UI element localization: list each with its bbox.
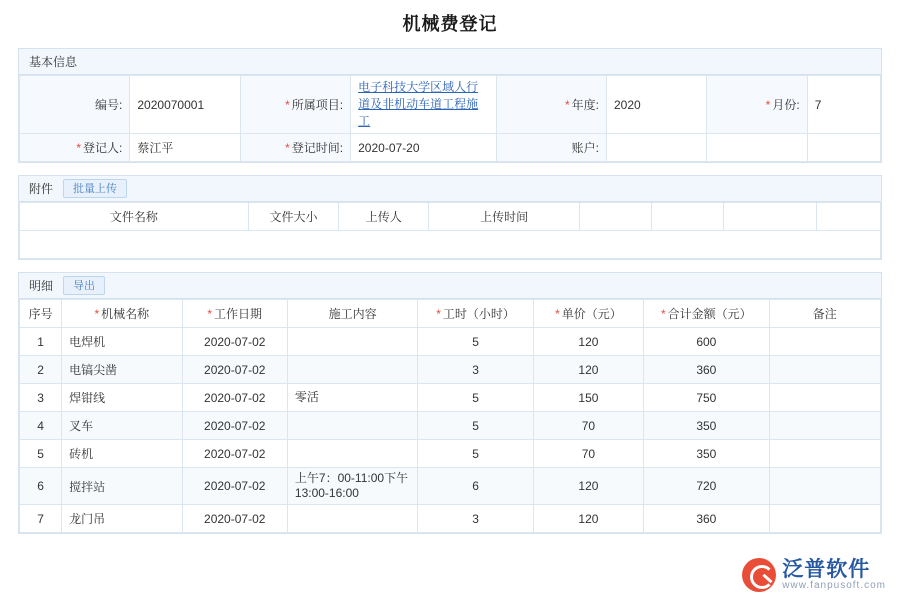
attachment-panel xyxy=(18,175,882,260)
account-label: 账户: xyxy=(496,134,606,162)
cell-remark[interactable] xyxy=(769,328,880,356)
cell-remark[interactable] xyxy=(769,412,880,440)
cell-hours[interactable]: 3 xyxy=(418,356,533,384)
table-row[interactable] xyxy=(20,505,881,533)
cell-machine[interactable]: 焊钳线 xyxy=(62,384,182,412)
attachment-header-row xyxy=(20,203,881,231)
required-mark: * xyxy=(660,307,666,321)
cell-amount[interactable]: 750 xyxy=(644,384,769,412)
cell-hours[interactable]: 5 xyxy=(418,328,533,356)
cell-content[interactable]: 零活 xyxy=(287,384,417,412)
cell-amount[interactable]: 360 xyxy=(644,505,769,533)
cell-amount[interactable]: 360 xyxy=(644,356,769,384)
cell-date[interactable]: 2020-07-02 xyxy=(182,356,287,384)
month-label: * 月份: xyxy=(707,76,807,134)
detail-col-no: 序号 xyxy=(20,300,62,328)
table-row[interactable] xyxy=(20,384,881,412)
cell-amount[interactable]: 350 xyxy=(644,412,769,440)
attachment-col-8 xyxy=(816,203,880,231)
basic-info-panel xyxy=(18,48,882,163)
cell-machine[interactable]: 砖机 xyxy=(62,440,182,468)
attachment-col-filename: 文件名称 xyxy=(20,203,249,231)
regtime-label: * 登记时间: xyxy=(240,134,350,162)
cell-date[interactable]: 2020-07-02 xyxy=(182,384,287,412)
cell-price[interactable]: 120 xyxy=(533,356,643,384)
batch-upload-button[interactable]: 批量上传 xyxy=(63,179,127,198)
registrant-label: * 登记人: xyxy=(20,134,130,162)
fanpu-logo-icon xyxy=(742,558,776,592)
detail-col-amount: * 合计金额（元） xyxy=(644,300,769,328)
regtime-value[interactable]: 2020-07-20 xyxy=(351,134,497,162)
cell-price[interactable]: 70 xyxy=(533,412,643,440)
page-title: 机械费登记 xyxy=(402,14,498,34)
attachment-col-filesize: 文件大小 xyxy=(248,203,338,231)
basic-info-table xyxy=(19,75,881,162)
cell-no: 6 xyxy=(20,468,62,505)
detail-title: 明细 xyxy=(29,278,54,293)
table-row[interactable] xyxy=(20,356,881,384)
required-mark: * xyxy=(207,307,213,321)
detail-header xyxy=(19,273,881,299)
cell-content[interactable] xyxy=(287,412,417,440)
detail-col-content: 施工内容 xyxy=(287,300,417,328)
required-mark: * xyxy=(94,307,100,321)
vendor-watermark xyxy=(742,558,886,592)
cell-content[interactable] xyxy=(287,356,417,384)
attachment-col-uploadtime: 上传时间 xyxy=(429,203,580,231)
cell-content[interactable] xyxy=(287,505,417,533)
code-value: 2020070001 xyxy=(130,76,240,134)
cell-no: 2 xyxy=(20,356,62,384)
attachment-empty-cell xyxy=(20,231,881,259)
cell-date[interactable]: 2020-07-02 xyxy=(182,440,287,468)
watermark-text xyxy=(782,559,886,592)
attachment-col-5 xyxy=(579,203,651,231)
cell-price[interactable]: 70 xyxy=(533,440,643,468)
detail-col-price: * 单价（元） xyxy=(533,300,643,328)
cell-no: 3 xyxy=(20,384,62,412)
basic-empty-1 xyxy=(707,134,807,162)
required-mark: * xyxy=(765,98,771,112)
required-mark: * xyxy=(285,98,290,112)
cell-no: 7 xyxy=(20,505,62,533)
account-value[interactable] xyxy=(607,134,707,162)
cell-hours[interactable]: 6 xyxy=(418,468,533,505)
attachment-empty-row xyxy=(20,231,881,259)
detail-panel xyxy=(18,272,882,534)
cell-remark[interactable] xyxy=(769,468,880,505)
watermark-sub: www.fanpusoft.com xyxy=(782,579,886,591)
cell-content[interactable] xyxy=(287,328,417,356)
required-mark: * xyxy=(285,141,290,155)
cell-hours[interactable]: 5 xyxy=(418,440,533,468)
cell-hours[interactable]: 5 xyxy=(418,384,533,412)
attachment-table xyxy=(19,202,881,259)
required-mark: * xyxy=(436,307,441,321)
cell-price[interactable]: 120 xyxy=(533,328,643,356)
cell-price[interactable]: 120 xyxy=(533,505,643,533)
cell-price[interactable]: 150 xyxy=(533,384,643,412)
month-value[interactable]: 7 xyxy=(807,76,880,134)
cell-no: 5 xyxy=(20,440,62,468)
basic-info-title: 基本信息 xyxy=(29,54,78,69)
basic-row-1 xyxy=(20,76,881,134)
table-row[interactable] xyxy=(20,468,881,505)
detail-col-machine: * 机械名称 xyxy=(62,300,182,328)
cell-machine[interactable]: 电镐尖凿 xyxy=(62,356,182,384)
cell-amount[interactable]: 350 xyxy=(644,440,769,468)
cell-remark[interactable] xyxy=(769,356,880,384)
cell-amount[interactable]: 720 xyxy=(644,468,769,505)
cell-amount[interactable]: 600 xyxy=(644,328,769,356)
attachment-header xyxy=(19,176,881,202)
year-label: * 年度: xyxy=(496,76,606,134)
export-button[interactable]: 导出 xyxy=(63,276,105,295)
basic-empty-2 xyxy=(807,134,880,162)
detail-col-date: * 工作日期 xyxy=(182,300,287,328)
cell-machine[interactable]: 搅拌站 xyxy=(62,468,182,505)
cell-hours[interactable]: 5 xyxy=(418,412,533,440)
cell-content[interactable]: 上午7：00-11:00下午13:00-16:00 xyxy=(287,468,417,505)
registrant-value[interactable]: 蔡江平 xyxy=(130,134,240,162)
cell-hours[interactable]: 3 xyxy=(418,505,533,533)
cell-no: 4 xyxy=(20,412,62,440)
cell-date[interactable]: 2020-07-02 xyxy=(182,505,287,533)
table-row[interactable] xyxy=(20,412,881,440)
attachment-col-7 xyxy=(724,203,816,231)
table-row[interactable] xyxy=(20,440,881,468)
attachment-col-uploader: 上传人 xyxy=(339,203,429,231)
cell-content[interactable] xyxy=(287,440,417,468)
detail-table xyxy=(19,299,881,533)
basic-info-header xyxy=(19,49,881,75)
table-row[interactable] xyxy=(20,328,881,356)
cell-date[interactable]: 2020-07-02 xyxy=(182,468,287,505)
cell-machine[interactable]: 龙门吊 xyxy=(62,505,182,533)
code-label: 编号: xyxy=(20,76,130,134)
cell-remark[interactable] xyxy=(769,440,880,468)
cell-no: 1 xyxy=(20,328,62,356)
basic-row-2 xyxy=(20,134,881,162)
cell-remark[interactable] xyxy=(769,505,880,533)
project-value-cell[interactable] xyxy=(351,76,497,134)
cell-date[interactable]: 2020-07-02 xyxy=(182,328,287,356)
attachment-col-6 xyxy=(652,203,724,231)
watermark-main: 泛普软件 xyxy=(782,557,871,581)
cell-remark[interactable] xyxy=(769,384,880,412)
required-mark: * xyxy=(564,98,570,112)
project-label: * 所属项目: xyxy=(240,76,350,134)
cell-date[interactable]: 2020-07-02 xyxy=(182,412,287,440)
project-link[interactable]: 电子科技大学区域人行道及非机动车道工程施工 xyxy=(358,80,479,128)
required-mark: * xyxy=(555,307,560,321)
cell-price[interactable]: 120 xyxy=(533,468,643,505)
cell-machine[interactable]: 电焊机 xyxy=(62,328,182,356)
attachment-title: 附件 xyxy=(29,181,54,196)
required-mark: * xyxy=(76,141,82,155)
cell-machine[interactable]: 叉车 xyxy=(62,412,182,440)
year-value[interactable]: 2020 xyxy=(607,76,707,134)
detail-col-remark: 备注 xyxy=(769,300,880,328)
detail-header-row xyxy=(20,300,881,328)
detail-col-hours: * 工时（小时） xyxy=(418,300,533,328)
